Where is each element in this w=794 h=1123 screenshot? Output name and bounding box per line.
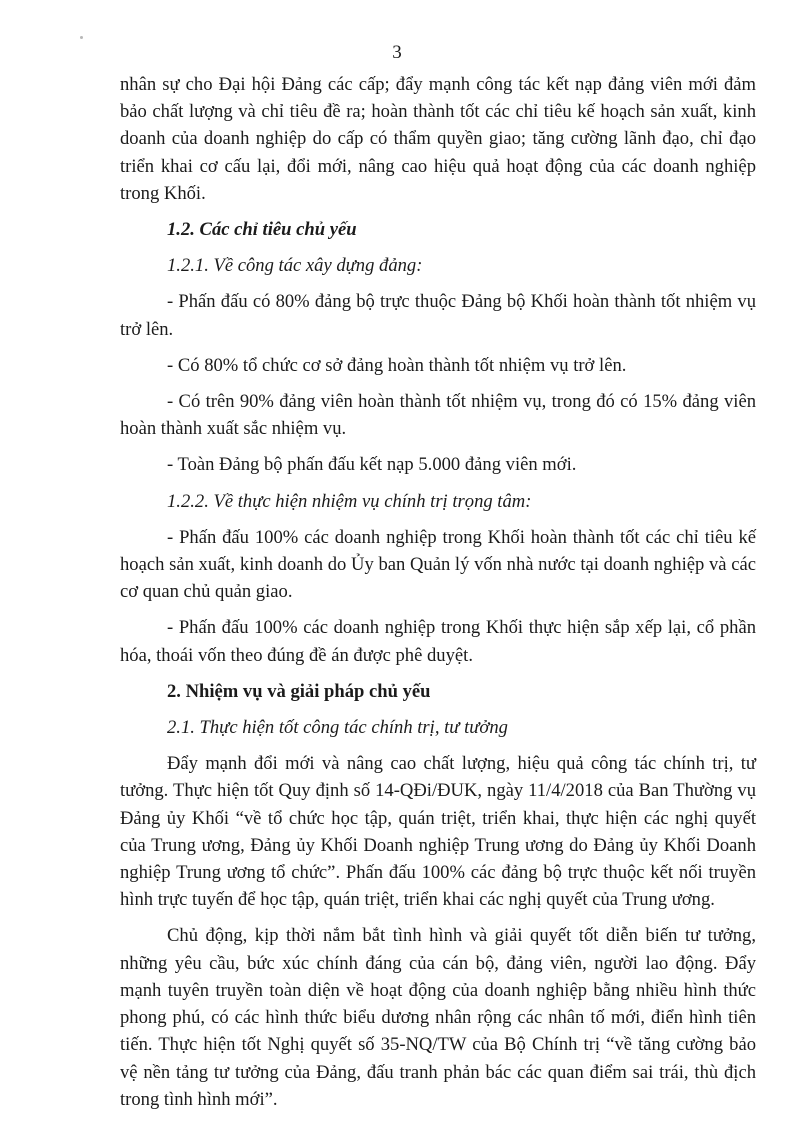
target-item: - Phấn đấu 100% các doanh nghiệp trong Khối hoàn thành tốt các chỉ tiêu kế hoạch sản xuất, kinh doanh do Ủy ban Quản lý vốn nhà nước tại doanh nghiệp và các cơ quan chủ quản giao. (120, 526, 756, 603)
heading-1-2-2: 1.2.2. Về thực hiện nhiệm vụ chính trị trọng tâm: (167, 490, 532, 512)
heading-1-2-1: 1.2.1. Về công tác xây dựng đảng: (167, 255, 423, 277)
target-item: - Toàn Đảng bộ phấn đấu kết nạp 5.000 đảng viên mới. (167, 454, 577, 476)
heading-1-2: 1.2. Các chỉ tiêu chủ yếu (167, 219, 357, 241)
body-paragraph: Chủ động, kịp thời nắm bắt tình hình và giải quyết tốt diễn biến tư tưởng, những yêu cầu, bức xúc chính đáng của cán bộ, đảng viên, người lao động. Đẩy mạnh tuyên truyền toàn diện về hoạt động của doanh nghiệp bằng nhiều hình thức phong phú, có các hình thức biểu dương nhân rộng các nhân tố mới, điển hình tiên tiến. Thực hiện tốt Nghị quyết số 35-NQ/TW của Bộ Chính trị “về tăng cường bảo vệ nền tảng tư tưởng của Đảng, đấu tranh phản bác các quan điểm sai trái, thù địch trong tình hình mới”. (120, 925, 756, 1110)
page-number: 3 (392, 42, 402, 63)
target-item: - Phấn đấu có 80% đảng bộ trực thuộc Đảng bộ Khối hoàn thành tốt nhiệm vụ trở lên. (120, 291, 756, 340)
target-item: - Có trên 90% đảng viên hoàn thành tốt nhiệm vụ, trong đó có 15% đảng viên hoàn thành xuất sắc nhiệm vụ. (120, 391, 756, 440)
heading-2: 2. Nhiệm vụ và giải pháp chủ yếu (167, 680, 431, 702)
intro-paragraph: nhân sự cho Đại hội Đảng các cấp; đẩy mạnh công tác kết nạp đảng viên mới đảm bảo chất lượng và chỉ tiêu đề ra; hoàn thành tốt các chỉ tiêu kế hoạch sản xuất, kinh doanh của doanh nghiệp do cấp có thẩm quyền giao; tăng cường lãnh đạo, chỉ đạo triển khai cơ cấu lại, đổi mới, nâng cao hiệu quả hoạt động của các doanh nghiệp trong Khối. (120, 74, 756, 204)
body-paragraph: Đẩy mạnh đổi mới và nâng cao chất lượng, hiệu quả công tác chính trị, tư tưởng. Thực hiện tốt Quy định số 14-QĐi/ĐUK, ngày 11/4/2018 của Ban Thường vụ Đảng ủy Khối “về tổ chức học tập, quán triệt, triển khai, thực hiện các nghị quyết của Trung ương, Đảng ủy Khối Doanh nghiệp Trung ương do Đảng ủy Khối Doanh nghiệp Trung ương tổ chức”. Phấn đấu 100% các đảng bộ trực thuộc kết nối truyền hình trực tuyến để học tập, quán triệt, triển khai các nghị quyết của Trung ương. (120, 753, 756, 911)
document-body (120, 71, 756, 1122)
heading-2-1: 2.1. Thực hiện tốt công tác chính trị, tư tưởng (167, 717, 508, 739)
scan-speck (80, 36, 83, 39)
target-item: - Có 80% tổ chức cơ sở đảng hoàn thành tốt nhiệm vụ trở lên. (167, 354, 627, 376)
target-item: - Phấn đấu 100% các doanh nghiệp trong Khối thực hiện sắp xếp lại, cổ phần hóa, thoái vốn theo đúng đề án được phê duyệt. (120, 617, 756, 666)
